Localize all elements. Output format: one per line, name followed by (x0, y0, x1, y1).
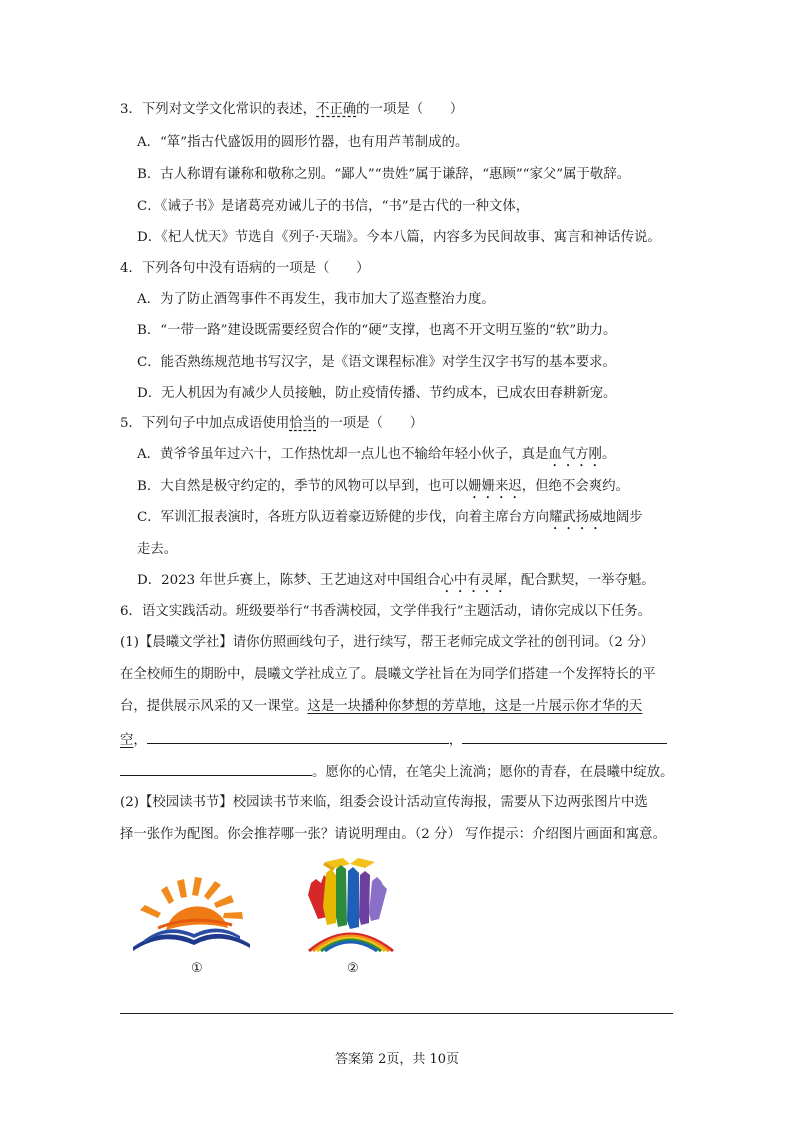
sun-book-logo-icon (128, 868, 253, 953)
q5-option-c-continued: 走去。 (137, 542, 178, 557)
q3-stem-text: 3．下列对文学文化常识的表述， (120, 102, 316, 117)
q6-part1-line3 (120, 729, 667, 751)
q4-option-d: D．无人机因为有减少人员接触，防止疫情传播、节约成本，已成农田春耕新宠。 (137, 386, 617, 401)
q3-option-b: B．古人称谓有谦称和敬称之别。“鄙人”“贵姓”属于谦辞，“惠顾”“家父”属于敬辞。 (137, 167, 631, 182)
q5-b-text: B．大自然是极守约定的，季节的风物可以早到，也可以 (137, 479, 469, 494)
q5-option-a (137, 445, 615, 470)
q5-a-tail: 。 (601, 447, 616, 462)
q5-stem-tail: 的一项是（ ） (316, 416, 424, 431)
q5-option-c (137, 508, 643, 533)
picture-1-label: ① (191, 961, 203, 976)
q3-option-c: C．《诫子书》是诸葛亮劝诫儿子的书信，“书”是古代的一种文体， (137, 199, 530, 214)
answer-writing-line[interactable] (120, 1013, 673, 1014)
answer-blank-3[interactable] (120, 761, 312, 776)
q6-comma-1: ， (133, 733, 147, 748)
q6-part1-line2 (120, 697, 642, 717)
q3-option-a: A．“箪”指古代盛饭用的圆形竹器，也有用芦苇制成的。 (137, 135, 469, 150)
q5-a-idiom: 血气方刚 (548, 447, 602, 462)
q5-a-text: A．黄爷爷虽年过六十，工作热忱却一点儿也不输给年轻小伙子，真是 (137, 447, 549, 462)
page-footer: 答案第 2页，共 10页 (334, 1052, 460, 1067)
picture-2-label: ② (347, 961, 359, 976)
q6-part1-underlined-end: 空 (120, 733, 134, 748)
q3-option-d: D．《杞人忧天》节选自《列子·天瑞》。今本八篇，内容多为民间故事、寓言和神话传说。 (137, 230, 661, 245)
q5-d-tail: ，配合默契，一举夺魁。 (507, 573, 655, 588)
q4-option-a: A．为了防止酒驾事件不再发生，我市加大了巡查整治力度。 (137, 292, 495, 307)
q5-b-tail: ，但绝不会爽约。 (521, 479, 629, 494)
q6-part2-line2: 择一张作为配图。你会推荐哪一张？请说明理由。（2 分） 写作提示：介绍图片画面和寓意。 (120, 827, 666, 842)
q6-part1-line4 (120, 761, 674, 783)
q6-part1-underlined-sentence: 这是一块播种你梦想的芳草地，这是一片展示你才华的天 (307, 699, 643, 714)
q5-c-text: C．军训汇报表演时，各班方队迈着豪迈矫健的步伐，向着主席台方向 (137, 510, 549, 525)
q5-d-idiom: 心中有灵犀 (440, 573, 508, 588)
q6-part1-line2-text: 台，提供展示风采的又一课堂。 (120, 699, 308, 714)
question-5-stem (120, 414, 423, 434)
q6-part1-line4-text: 。愿你的心情，在笔尖上流淌；愿你的青春，在晨曦中绽放。 (312, 765, 674, 780)
q5-option-d (137, 571, 655, 596)
q5-option-b (137, 477, 629, 502)
q5-b-idiom: 姗姗来迟 (468, 479, 522, 494)
hands-book-rainbow-logo-icon (303, 855, 398, 953)
q5-d-text: D．2023 年世乒赛上，陈梦、王艺迪这对中国组合 (137, 573, 441, 588)
q5-c-idiom: 耀武扬威 (548, 510, 603, 525)
q5-c-tail: 地阔步 (602, 510, 643, 525)
question-4-stem: 4．下列各句中没有语病的一项是（ ） (120, 261, 370, 276)
q6-part1-heading: (1)【晨曦文学社】请你仿照画线句子，进行续写，帮王老师完成文学社的创刊词。（2 分） (120, 635, 654, 650)
q5-stem-text: 5．下列句子中加点成语使用 (120, 416, 290, 431)
q6-comma-2: ， (448, 733, 463, 748)
question-6-stem: 6．语文实践活动。班级要举行“书香满校园，文学伴我行”主题活动，请你完成以下任务。 (120, 604, 652, 619)
q4-option-b: B．“一带一路”建设既需要经贸合作的“硬”支撑，也离不开文明互鉴的“软”助力。 (137, 323, 617, 338)
question-3-stem (120, 100, 463, 120)
q3-stem-emphasis: 不正确 (316, 102, 357, 117)
q6-part2-line1: (2)【校园读书节】校园读书节来临，组委会设计活动宣传海报，需要从下边两张图片中选 (120, 795, 648, 810)
answer-blank-1[interactable] (147, 729, 449, 744)
q4-option-c: C．能否熟练规范地书写汉字，是《语文课程标准》对学生汉字书写的基本要求。 (137, 355, 616, 370)
q5-stem-emphasis: 恰当 (289, 416, 316, 431)
q6-part1-line1: 在全校师生的期盼中，晨曦文学社成立了。晨曦文学社旨在为同学们搭建一个发挥特长的平 (120, 667, 656, 682)
answer-blank-2[interactable] (462, 729, 667, 744)
q3-stem-tail: 的一项是（ ） (356, 102, 464, 117)
